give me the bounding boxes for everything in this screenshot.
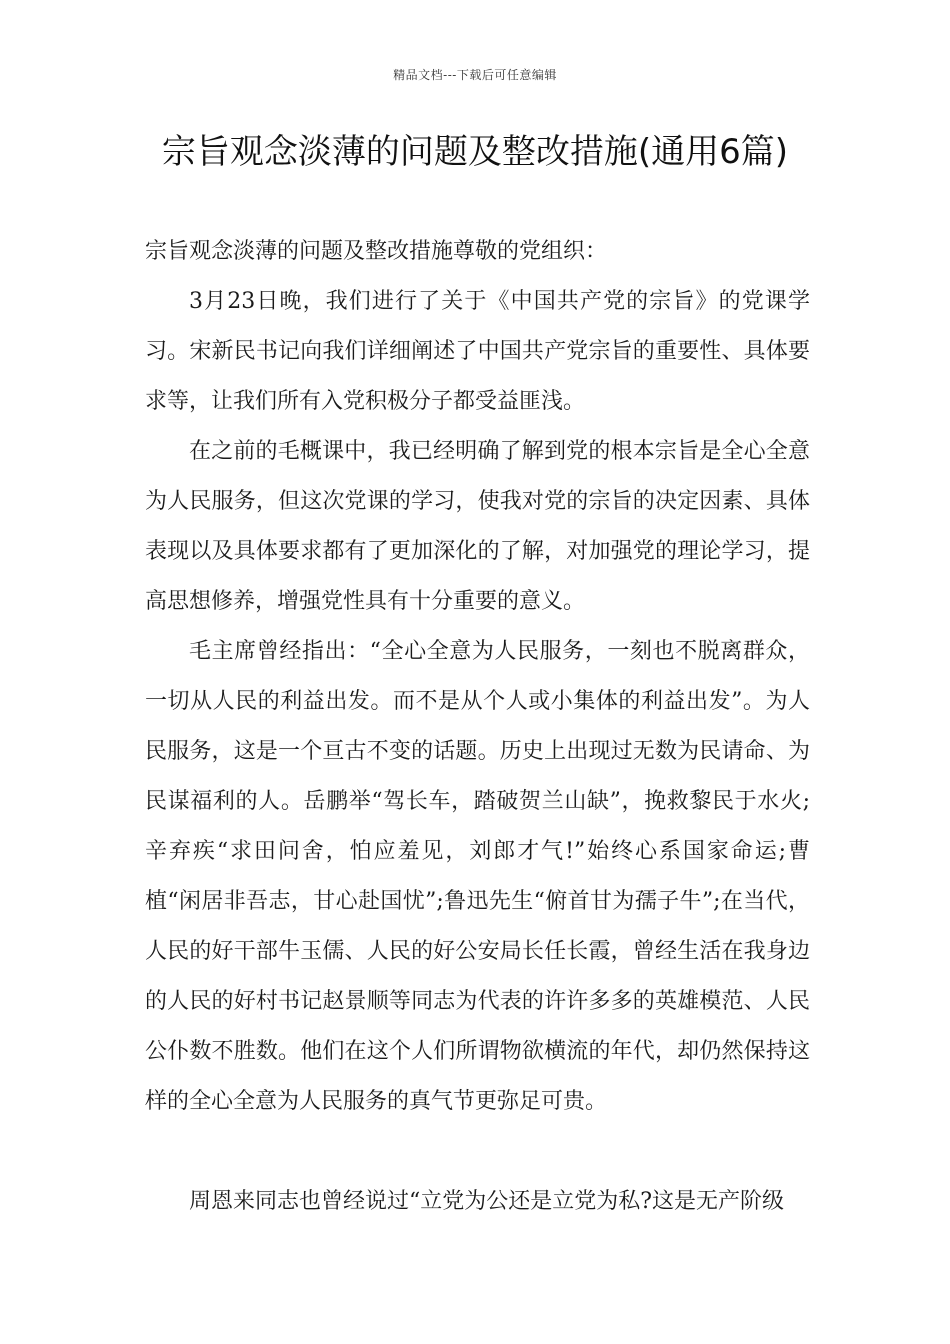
document-body (145, 227, 810, 1227)
paragraph-mao-quote: 毛主席曾经指出：“全心全意为人民服务，一刻也不脱离群众，一切从人民的利益出发。而不是从个人或小集体的利益出发”。为人民服务，这是一个亘古不变的话题。历史上出现过无数为民请命、为民谋福利的人。岳鹏举“驾长车，踏破贺兰山缺”，挽救黎民于水火;辛弃疾“求田问舍，怕应羞见，刘郎才气!”始终心系国家命运;曹植“闲居非吾志，甘心赴国忧”;鲁迅先生“俯首甘为孺子牛”;在当代，人民的好干部牛玉儒、人民的好公安局长任长霞，曾经生活在我身边的人民的好村书记赵景顺等同志为代表的许许多多的英雄模范、人民公仆数不胜数。他们在这个人们所谓物欲横流的年代，却仍然保持这样的全心全意为人民服务的真气节更弥足可贵。 (145, 639, 810, 1114)
header-note: 精品文档---下载后可任意编辑 (393, 68, 557, 82)
paragraph-lecture: 3月23日晚，我们进行了关于《中国共产党的宗旨》的党课学习。宋新民书记向我们详细阐述了中国共产党宗旨的重要性、具体要求等，让我们所有入党积极分子都受益匪浅。 (145, 289, 810, 414)
paragraph-zhou-quote: 周恩来同志也曾经说过“立党为公还是立党为私?这是无产阶级 (189, 1189, 785, 1214)
document-title: 宗旨观念淡薄的问题及整改措施(通用6篇) (161, 132, 789, 172)
paragraph-salutation: 宗旨观念淡薄的问题及整改措施尊敬的党组织： (145, 239, 608, 264)
paragraph-understanding: 在之前的毛概课中，我已经明确了解到党的根本宗旨是全心全意为人民服务，但这次党课的学习，使我对党的宗旨的决定因素、具体表现以及具体要求都有了更加深化的了解，对加强党的理论学习，提高思想修养，增强党性具有十分重要的意义。 (145, 439, 810, 614)
paragraph-spacer (145, 1127, 810, 1177)
